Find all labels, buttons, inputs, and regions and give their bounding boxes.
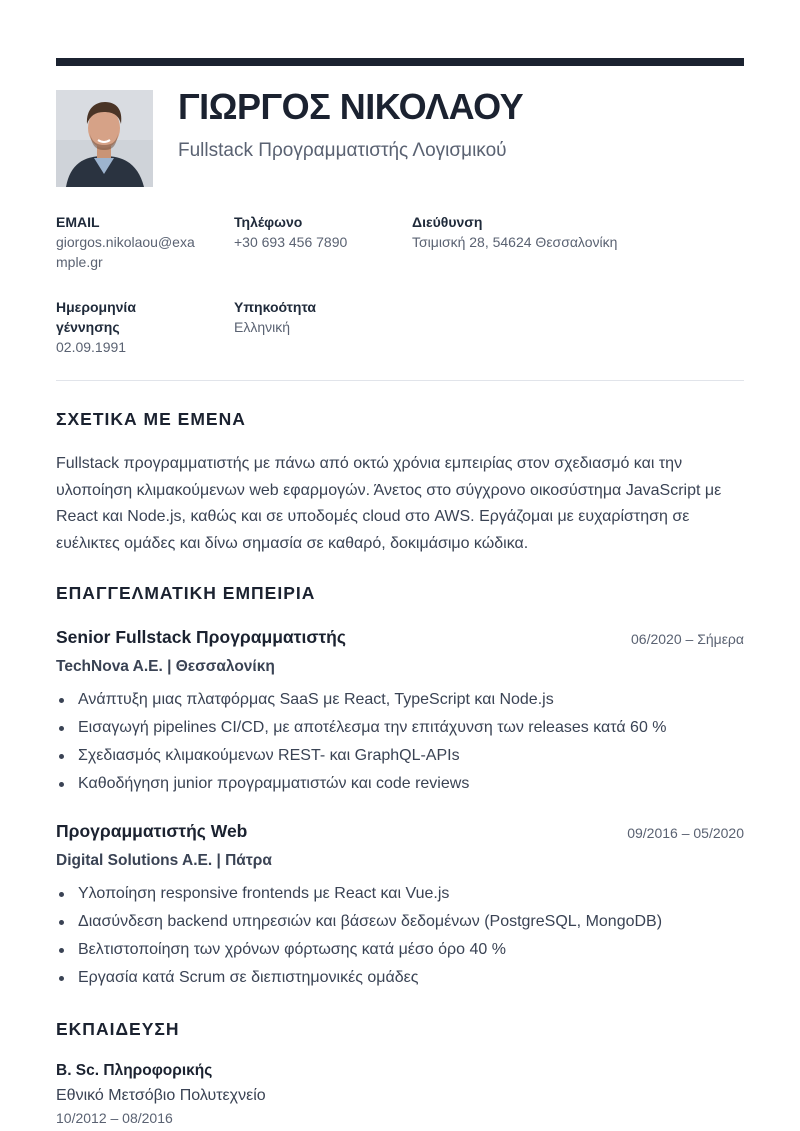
- education-heading: ΕΚΠΑΙΔΕΥΣΗ: [56, 1019, 180, 1039]
- phone-block: [234, 212, 404, 252]
- list-item: Σχεδιασμός κλιμακούμενων REST- και GraphQL-APIs: [56, 742, 667, 770]
- job-bullet-list: [56, 686, 667, 798]
- email-value-line1: giorgos.nikolaou@exa: [56, 234, 195, 250]
- education-dates: 10/2012 – 08/2016: [56, 1110, 173, 1126]
- phone-label: Τηλέφωνο: [234, 214, 303, 230]
- list-item: Ανάπτυξη μιας πλατφόρμας SaaS με React, TypeScript και Node.js: [56, 686, 667, 714]
- job-bullet-list: [56, 880, 662, 992]
- education-school: Εθνικό Μετσόβιο Πολυτεχνείο: [56, 1087, 266, 1104]
- email-block: [56, 212, 216, 272]
- list-item: Διασύνδεση backend υπηρεσιών και βάσεων δεδομένων (PostgreSQL, MongoDB): [56, 908, 662, 936]
- email-value-line2: mple.gr: [56, 254, 103, 270]
- list-item: Εισαγωγή pipelines CI/CD, με αποτέλεσμα την επιτάχυνση των releases κατά 60 %: [56, 714, 667, 742]
- job-title: Προγραμματιστής Web: [56, 821, 248, 841]
- education-degree: B. Sc. Πληροφορικής: [56, 1062, 213, 1079]
- job-title-subtitle: Fullstack Προγραμματιστής Λογισμικού: [178, 140, 507, 161]
- about-heading: ΣΧΕΤΙΚΑ ΜΕ ΕΜΕΝΑ: [56, 409, 246, 429]
- top-accent-bar: [56, 58, 744, 66]
- profile-photo: [56, 90, 153, 187]
- address-label: Διεύθυνση: [412, 214, 483, 230]
- list-item: Εργασία κατά Scrum σε διεπιστημονικές ομάδες: [56, 964, 662, 992]
- birthdate-value: 02.09.1991: [56, 339, 127, 355]
- nationality-label: Υπηκοότητα: [234, 299, 316, 315]
- job-title: Senior Fullstack Προγραμματιστής: [56, 627, 346, 647]
- list-item: Υλοποίηση responsive frontends με React και Vue.js: [56, 880, 662, 908]
- nationality-block: [234, 297, 404, 337]
- address-block: [412, 212, 742, 252]
- birthdate-label-line2: γέννησης: [56, 319, 120, 335]
- email-label: EMAIL: [56, 214, 100, 230]
- job-company: TechNova A.E. | Θεσσαλονίκη: [56, 658, 275, 675]
- birthdate-label-line1: Ημερομηνία: [56, 299, 136, 315]
- avatar-portrait-icon: [56, 90, 153, 187]
- phone-value: +30 693 456 7890: [234, 234, 348, 250]
- job-company: Digital Solutions A.E. | Πάτρα: [56, 852, 272, 869]
- section-divider: [56, 380, 744, 381]
- candidate-name: ΓΙΩΡΓΟΣ ΝΙΚΟΛΑΟΥ: [178, 86, 524, 127]
- about-text: Fullstack προγραμματιστής με πάνω από οκτώ χρόνια εμπειρίας στον σχεδιασμό και την υλοποίηση κλιμακούμενων web εφαρμογών. Άνετος στο σύγχρονο οικοσύστημα JavaScript με React και Node.js, καθώς και σε υποδομές cloud στο AWS. Εργάζομαι με ευχαρίστηση σε ευέλικτες ομάδες και δίνω σημασία σε καθαρό, δοκιμάσιμο κώδικα.: [56, 455, 722, 552]
- list-item: Βελτιστοποίηση των χρόνων φόρτωσης κατά μέσο όρο 40 %: [56, 936, 662, 964]
- job-dates: 09/2016 – 05/2020: [627, 825, 744, 841]
- address-value: Τσιμισκή 28, 54624 Θεσσαλονίκη: [412, 234, 618, 250]
- list-item: Καθοδήγηση junior προγραμματιστών και code reviews: [56, 770, 667, 798]
- job-dates: 06/2020 – Σήμερα: [631, 631, 744, 647]
- experience-heading: ΕΠΑΓΓΕΛΜΑΤΙΚΗ ΕΜΠΕΙΡΙΑ: [56, 583, 316, 603]
- birthdate-block: [56, 297, 216, 357]
- nationality-value: Ελληνική: [234, 319, 291, 335]
